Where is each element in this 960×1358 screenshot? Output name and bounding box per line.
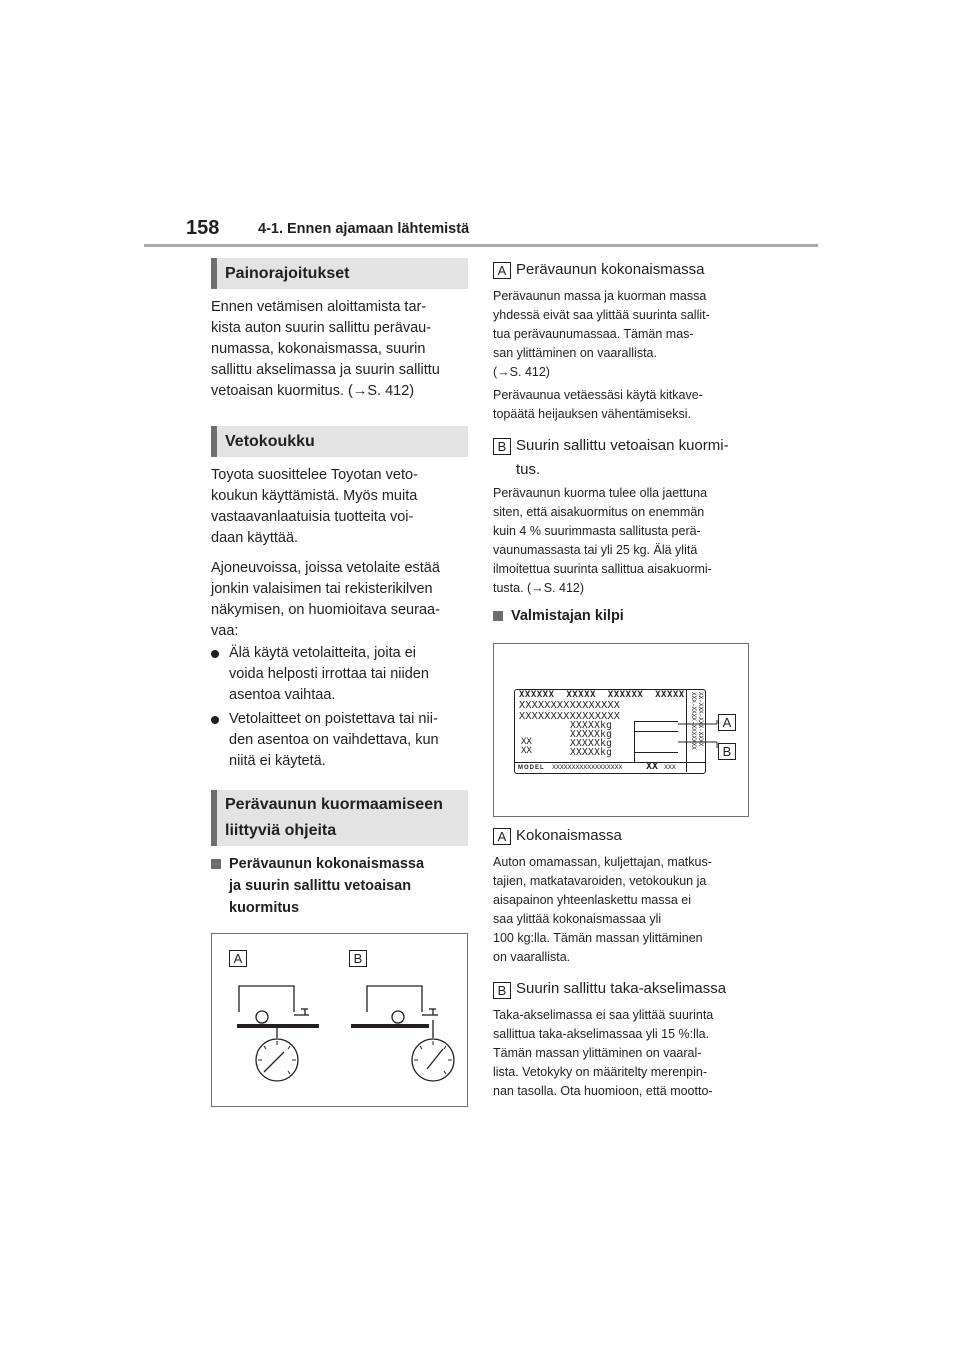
paragraph-visibility	[211, 558, 471, 642]
plate-xx: XX	[521, 746, 532, 756]
text-line: saa ylittää kokonaismassaa yli	[493, 912, 662, 926]
plate-row-1: XXXXXX XXXXX XXXXXX XXXXX	[519, 690, 685, 700]
text-line: kuormitus	[229, 900, 300, 916]
text-line: sallittua taka-akselimassaa yli 15 %:lla.	[493, 1027, 710, 1041]
paragraph-total-mass	[493, 853, 758, 967]
paragraph-tow-hitch	[211, 465, 471, 549]
text-line: Suurin sallittu vetoaisan kuormi-	[516, 437, 729, 454]
item-title-trailer-total-mass: Perävaunun kokonaismassa	[516, 261, 705, 278]
paragraph-friction-hitch	[493, 386, 758, 424]
text-line: tajien, matkatavaroiden, vetokoukun ja	[493, 874, 707, 888]
subheading-text: Valmistajan kilpi	[511, 608, 624, 624]
text-line: den asentoa on vaihdettava, kun	[229, 732, 439, 748]
text-line: lista. Vetokyky on määritelty merenpin-	[493, 1065, 707, 1079]
paragraph-rear-axle-mass	[493, 1006, 758, 1101]
text-line: Taka-akselimassa ei saa ylittää suurinta	[493, 1008, 714, 1022]
header-rule	[144, 244, 818, 247]
bullet-item	[211, 643, 471, 706]
figure-label-a: A	[229, 950, 247, 967]
section-heading-text: liittyviä ohjeita	[225, 822, 337, 839]
text-line: nan tasolla. Ota huomioon, että mootto-	[493, 1084, 713, 1098]
text-line: koukun käyttämistä. Myös muita	[211, 488, 418, 504]
text-line: ja suurin sallittu vetoaisan	[229, 878, 412, 894]
text-line: (→S. 412)	[493, 365, 550, 379]
text-line: vastaavanlaatuisia tuotteita voi-	[211, 509, 414, 525]
plate-kg-row: XXXXXkg	[570, 720, 613, 731]
text-line: Perävaunun kuorma tulee olla jaettuna	[493, 486, 708, 500]
text-line: siten, että aisakuormitus on enemmän	[493, 505, 705, 519]
text-line: Ennen vetämisen aloittamista tar-	[211, 299, 427, 315]
svg-text:XXX-XXXX-XXXXXXX: XXX-XXXX-XXXXXXX	[690, 692, 697, 750]
bullet-icon	[211, 650, 219, 658]
item-title-rear-axle-mass: Suurin sallittu taka-akselimassa	[516, 980, 727, 997]
plate-row-2: XXXXXXXXXXXXXXXX	[519, 700, 621, 711]
text-line: jonkin valaisimen tai rekisterikilven	[211, 581, 433, 597]
square-bullet-icon	[211, 859, 221, 869]
section-heading-tow-hitch	[211, 426, 468, 457]
text-line: näkymisen, on huomioitava seuraa-	[211, 602, 440, 618]
item-tag-b: B	[493, 982, 511, 999]
text-line: vetoaisan kuormitus. (→S. 412)	[211, 383, 415, 399]
ground-bar-b	[351, 1024, 429, 1028]
text-line: 100 kg:lla. Tämän massan ylittäminen	[493, 931, 703, 945]
text-line: san ylittäminen on vaarallista.	[493, 346, 657, 360]
text-line: numassa, kokonaismassa, suurin	[211, 341, 426, 357]
text-line: Ajoneuvoissa, joissa vetolaite estää	[211, 560, 440, 576]
text-line: niitä ei käytetä.	[229, 753, 326, 769]
text-line: on vaarallista.	[493, 950, 571, 964]
paragraph-trailer-total-mass	[493, 287, 758, 382]
plate-model-xx: XX	[646, 761, 659, 772]
text-line: Tämän massan ylittäminen on vaaral-	[493, 1046, 702, 1060]
plate-callout-b: B	[718, 743, 736, 760]
text-line: kista auton suurin sallittu perävau-	[211, 320, 432, 336]
bullet-icon	[211, 716, 219, 724]
text-line: sallittu akselimassa ja suurin sallittu	[211, 362, 440, 378]
plate-row-3: XXXXXXXXXXXXXXXX	[519, 711, 621, 722]
plate-model-tail: XXX	[664, 763, 676, 771]
section-heading-text: Painorajoitukset	[225, 265, 350, 282]
paragraph-tongue-load	[493, 484, 758, 598]
plate-kg-row: XXXXXkg	[570, 747, 613, 758]
item-tag-a: A	[493, 828, 511, 845]
text-line: Perävaunua vetäessäsi käytä kitkave-	[493, 388, 703, 402]
text-line: tua perävaunumassaa. Tämän mas-	[493, 327, 694, 341]
scale-gauge-b-icon	[412, 1020, 454, 1081]
trailer-b-icon	[367, 986, 438, 1023]
square-bullet-icon	[493, 611, 503, 621]
text-line: tusta. (→S. 412)	[493, 581, 585, 595]
text-line: kuin 4 % suurimmasta sallitusta perä-	[493, 524, 701, 538]
bullet-item	[211, 709, 471, 772]
plate-callout-lines	[494, 644, 748, 816]
text-line: vaa:	[211, 623, 239, 639]
plate-model-value: XXXXXXXXXXXXXXXXXX	[552, 763, 623, 771]
section-heading-text: Vetokoukku	[225, 433, 315, 450]
text-line: daan käyttää.	[211, 530, 299, 546]
plate-kg-row: XXXXXkg	[570, 729, 613, 740]
plate-model-label: MODEL	[518, 765, 545, 771]
trailer-a-icon	[239, 986, 309, 1023]
item-tag-a: A	[493, 262, 511, 279]
subheading-trailer-mass	[211, 853, 471, 919]
text-line: Vetolaitteet on poistettava tai nii-	[229, 711, 438, 727]
trailer-scale-drawing	[212, 934, 467, 1106]
figure-label-b: B	[349, 950, 367, 967]
plate-kg-row: XXXXXkg	[570, 738, 613, 749]
manufacturer-plate-figure	[493, 643, 749, 817]
text-line: Auton omamassan, kuljettajan, matkus-	[493, 855, 712, 869]
scale-gauge-a-icon	[256, 1028, 298, 1081]
paragraph-weight-limits	[211, 297, 471, 402]
text-line: tus.	[516, 461, 541, 478]
item-title-total-mass: Kokonaismassa	[516, 827, 622, 844]
item-tag-b: B	[493, 438, 511, 455]
svg-text:XX-XXX-XXX-XXXX: XX-XXX-XXX-XXXX	[697, 692, 704, 747]
section-heading-text: Perävaunun kuormaamiseen	[225, 796, 443, 813]
item-title-tongue-load	[516, 434, 766, 482]
section-heading-trailer-loading	[211, 790, 468, 846]
text-line: asentoa vaihtaa.	[229, 687, 336, 703]
page-number: 158	[186, 217, 220, 239]
text-line: Älä käytä vetolaitteita, joita ei	[229, 645, 416, 661]
trailer-mass-figure	[211, 933, 468, 1107]
plate-callout-a: A	[718, 714, 736, 731]
text-line: voida helposti irrottaa tai niiden	[229, 666, 429, 682]
text-line: topäätä heijauksen vähentämiseksi.	[493, 407, 692, 421]
text-line: yhdessä eivät saa ylittää suurinta sallit-	[493, 308, 710, 322]
text-line: Perävaunun kokonaismassa	[229, 856, 425, 872]
text-line: Toyota suosittelee Toyotan veto-	[211, 467, 418, 483]
text-line: aisapainon yhteenlaskettu massa ei	[493, 893, 692, 907]
chapter-title: 4-1. Ennen ajamaan lähtemistä	[258, 221, 470, 237]
ground-bar-a	[237, 1024, 319, 1028]
text-line: Perävaunun massa ja kuorman massa	[493, 289, 707, 303]
text-line: vaunumassasta tai yli 25 kg. Älä ylitä	[493, 543, 698, 557]
text-line: ilmoitettua suurinta sallittua aisakuormi-	[493, 562, 712, 576]
section-heading-weight-limits	[211, 258, 468, 289]
plate-xx: XX	[521, 737, 532, 747]
